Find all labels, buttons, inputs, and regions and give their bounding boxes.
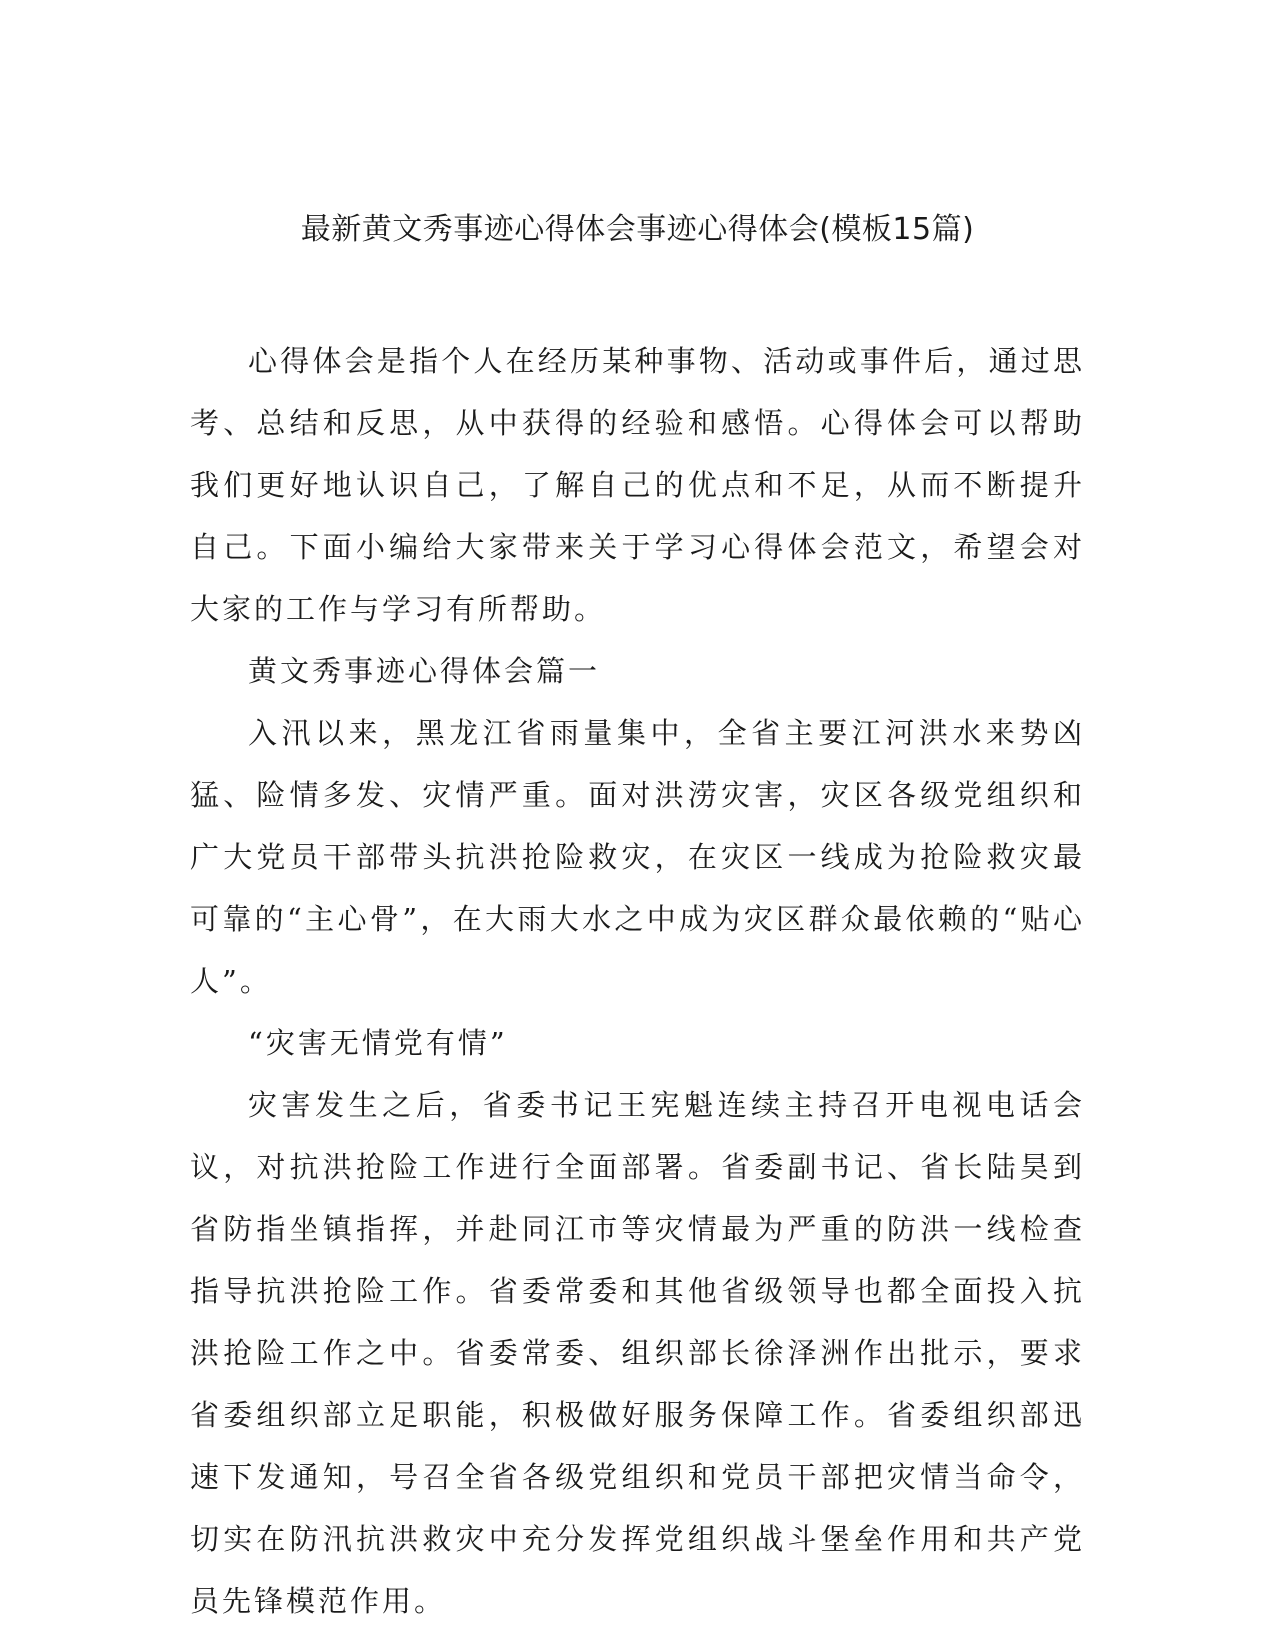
body-paragraph: 入汛以来，黑龙江省雨量集中，全省主要江河洪水来势凶猛、险情多发、灾情严重。面对洪涝灾害，灾区各级党组织和广大党员干部带头抗洪抢险救灾，在灾区一线成为抢险救灾最可靠的“主心骨”，在大雨大水之中成为灾区群众最依赖的“贴心人”。 bbox=[190, 716, 1085, 998]
intro-paragraph: 心得体会是指个人在经历某种事物、活动或事件后，通过思考、总结和反思，从中获得的经验和感悟。心得体会可以帮助我们更好地认识自己，了解自己的优点和不足，从而不断提升自己。下面小编给大家带来关于学习心得体会范文，希望会对大家的工作与学习有所帮助。 bbox=[190, 344, 1085, 626]
document-title: 最新黄文秀事迹心得体会事迹心得体会(模板15篇) bbox=[300, 212, 975, 247]
document-body bbox=[190, 330, 1085, 1632]
quote-heading: “灾害无情党有情” bbox=[248, 1026, 508, 1060]
section-heading: 黄文秀事迹心得体会篇一 bbox=[248, 654, 601, 688]
body-paragraph: 灾害发生之后，省委书记王宪魁连续主持召开电视电话会议，对抗洪抢险工作进行全面部署。省委副书记、省长陆昊到省防指坐镇指挥，并赴同江市等灾情最为严重的防洪一线检查指导抗洪抢险工作。省委常委和其他省级领导也都全面投入抗洪抢险工作之中。省委常委、组织部长徐泽洲作出批示，要求省委组织部立足职能，积极做好服务保障工作。省委组织部迅速下发通知，号召全省各级党组织和党员干部把灾情当命令，切实在防汛抗洪救灾中充分发挥党组织战斗堡垒作用和共产党员先锋模范作用。 bbox=[190, 1088, 1085, 1618]
